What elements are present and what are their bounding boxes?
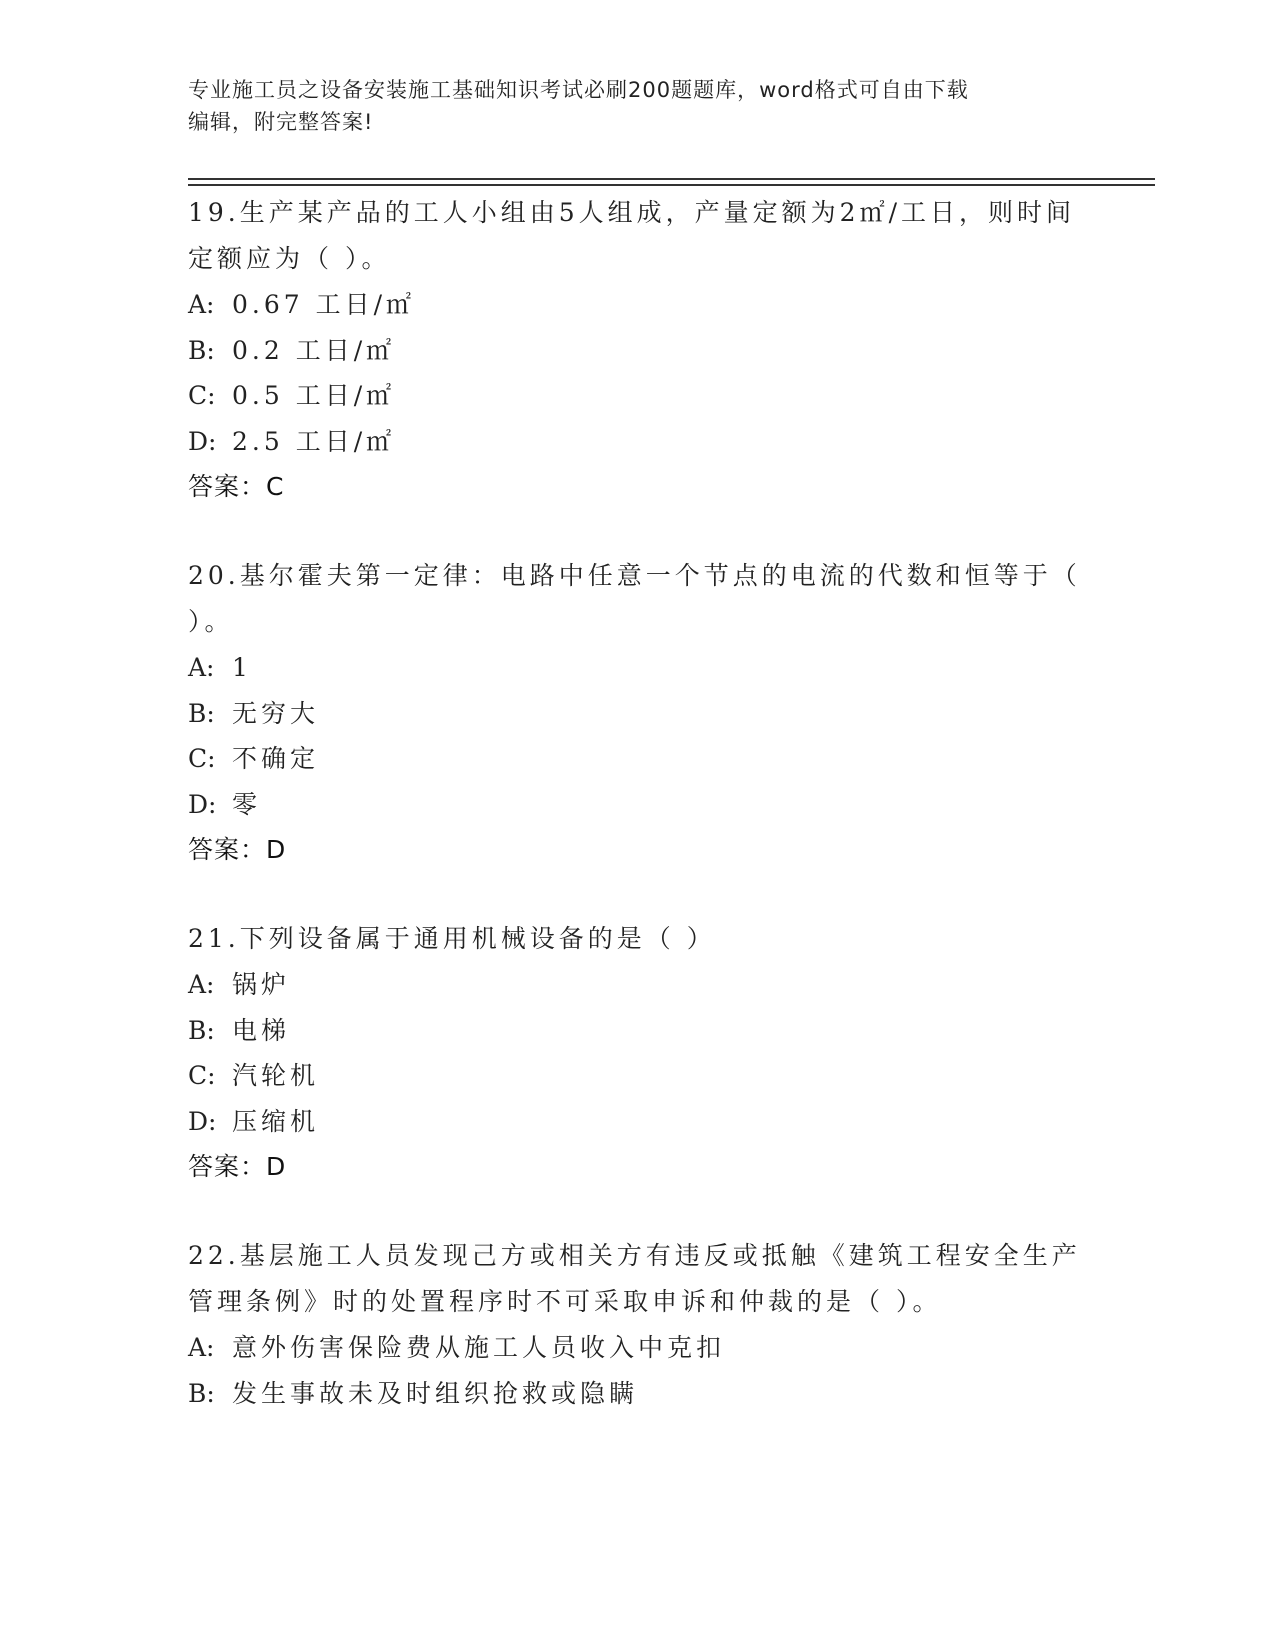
- option-letter: C:: [188, 381, 216, 410]
- option-letter: B:: [188, 1015, 215, 1045]
- option-c: [188, 1053, 1088, 1099]
- option-letter: A:: [188, 970, 215, 999]
- option-letter: B:: [188, 335, 215, 365]
- option-d: [188, 1099, 1088, 1145]
- question-text: 22.基层施工人员发现己方或相关方有违反或抵触《建筑工程安全生产管理条例》时的处置程序时不可采取申诉和仲裁的是（ ）。: [188, 1241, 1081, 1316]
- option-text: 零: [232, 789, 262, 819]
- question-list: [188, 190, 1088, 1459]
- option-a: [188, 645, 1088, 691]
- option-c: [188, 736, 1088, 782]
- header-title-line-1: 专业施工员之设备安装施工基础知识考试必刷200题题库，word格式可自由下载: [188, 78, 969, 102]
- option-d: [188, 782, 1088, 828]
- option-letter: C:: [188, 744, 216, 773]
- option-a: [188, 1325, 1088, 1371]
- option-b: [188, 691, 1088, 737]
- option-text: 0.5 工日/㎡: [232, 381, 396, 410]
- option-a: [188, 962, 1088, 1008]
- option-text: 汽轮机: [232, 1061, 320, 1090]
- option-letter: C:: [188, 1061, 216, 1090]
- question-text: 20.基尔霍夫第一定律：电路中任意一个节点的电流的代数和恒等于（ ）。: [188, 561, 1081, 636]
- question-22: [188, 1233, 1088, 1416]
- header-divider-bottom: [188, 184, 1155, 186]
- option-text: 无穷大: [232, 698, 320, 728]
- option-d: [188, 419, 1088, 465]
- answer-label: 答案：D: [188, 1152, 287, 1181]
- option-letter: A:: [188, 290, 215, 319]
- option-text: 锅炉: [232, 970, 291, 999]
- option-text: 0.67 工日/㎡: [232, 290, 416, 319]
- question-text: 21.下列设备属于通用机械设备的是（ ）: [188, 924, 716, 953]
- answer-label: 答案：D: [188, 835, 287, 864]
- answer-label: 答案：C: [188, 472, 285, 501]
- option-text: 1: [232, 653, 252, 682]
- option-text: 2.5 工日/㎡: [232, 426, 396, 456]
- option-letter: D:: [188, 1106, 217, 1136]
- option-letter: A:: [188, 653, 215, 682]
- option-letter: B:: [188, 1378, 215, 1408]
- option-letter: D:: [188, 426, 217, 456]
- question-text: 19.生产某产品的工人小组由5人组成，产量定额为2㎡/工日，则时间定额应为（ ）。: [188, 198, 1075, 273]
- option-text: 不确定: [232, 744, 320, 773]
- option-letter: B:: [188, 698, 215, 728]
- option-c: [188, 373, 1088, 419]
- option-text: 0.2 工日/㎡: [232, 335, 396, 365]
- option-text: 电梯: [232, 1015, 291, 1045]
- document-header: [188, 74, 1088, 138]
- option-b: [188, 1371, 1088, 1417]
- option-b: [188, 1008, 1088, 1054]
- option-text: 意外伤害保险费从施工人员收入中克扣: [232, 1333, 726, 1362]
- option-text: 压缩机: [232, 1106, 320, 1136]
- option-letter: D:: [188, 789, 217, 819]
- option-a: [188, 282, 1088, 328]
- header-title-line-2: 编辑，附完整答案!: [188, 110, 374, 134]
- option-letter: A:: [188, 1333, 215, 1362]
- header-divider-top: [188, 178, 1155, 180]
- question-21: [188, 916, 1088, 1190]
- question-20: [188, 553, 1088, 873]
- question-19: [188, 190, 1088, 510]
- option-b: [188, 328, 1088, 374]
- option-text: 发生事故未及时组织抢救或隐瞒: [232, 1378, 639, 1408]
